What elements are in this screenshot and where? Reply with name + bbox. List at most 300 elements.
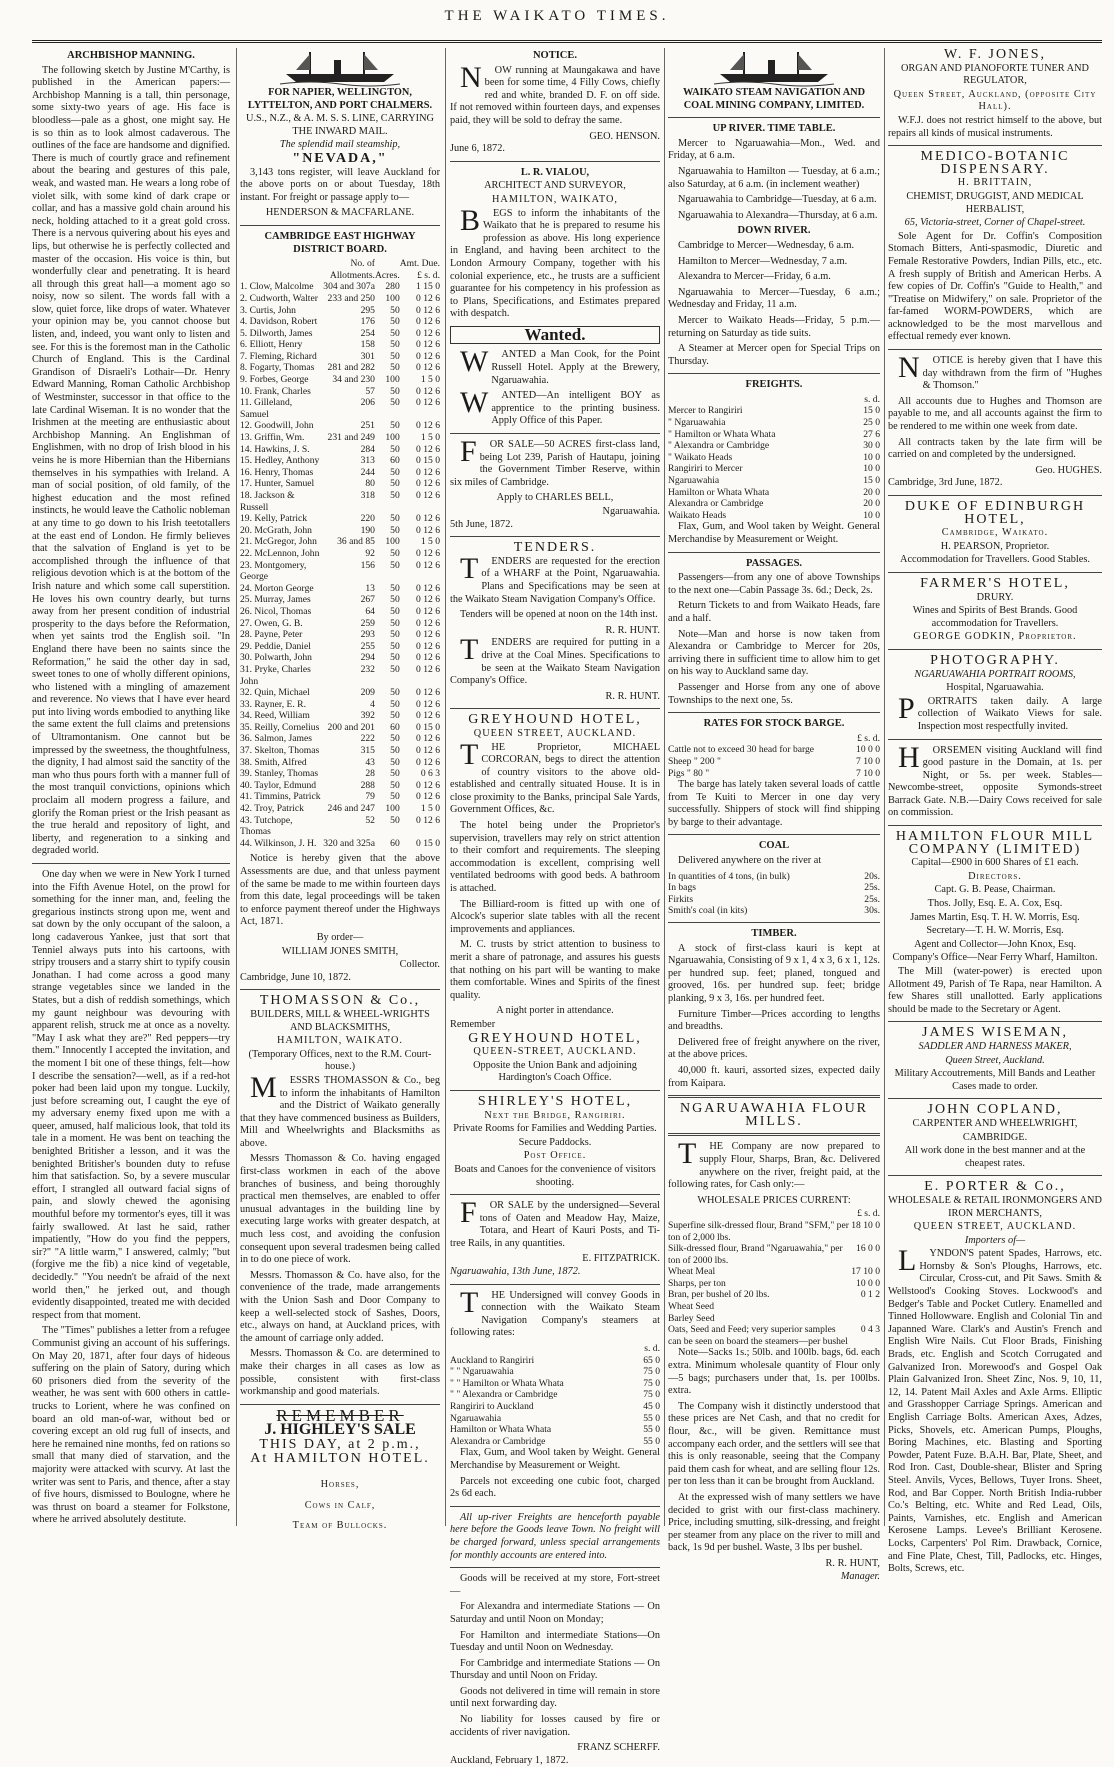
- table-row-cell: 206: [360, 397, 375, 409]
- column-5: [888, 47, 1102, 1575]
- freight-row: [668, 429, 880, 441]
- article-paragraph: The following sketch by Justine M'Carthy, is published in the American papers:—Archbishop Manning is a tall, thin personage, some sixty-two years of age. His face is bloodless—pale as a ghost, one might say. He is so thin as to look almost cadaverous. The outlines of the face are handsome and dignified. There is much of courtly grace and refinement about the bearing and gestures of this pale, weak, and wasted man. He wears a long robe of violet silk, with some kind of dark crape or collar, and has a massive gold chain around his neck, holding attached to it a great gold cross. There is a nervous quivering about his eyes and lips, but otherwise he is perfectly collected and master of the occasion. His voice is thin, but wonderfully clear and penetrating. It is heard all through this great hall—a moment ago so noisy, now so silent. The words fall with a slow, quiet force, like drops of water. Whatever your opinion may be, you cannot choose but listen, and, indeed, you want only to listen and see. For this is the foremost man in the Catholic Church of England. This is the Cardinal Grandison of Disraeli's Lothair—Dr. Henry Edward Manning, Roman Catholic Archbishop of Westminster, successor in that office to the late Cardinal Wiseman. It is no wonder that the Irishmen at the meeting are enthusiastic about Archbishop Manning. An Englishman of Englishmen, with no drop of Irish blood in his veins he is more Hibernian than the Hibernians themselves in his sympathies with Ireland. A man of social position, of old family, of the highest education and the most refined instincts, he would leave the Catholic nobleman at any time to go down to his Irish teetotallers at the east end of London. He firmly believes that the salvation of England is yet to be accomplished through the influence of that religious devotion which is at the bottom of the Irish nature and which some call superstition. He loves his own country dearly, but turns away from her present condition of industrial prosperity to the days before the Reformation, when yet saints trod the English soil. "In England there have been no saints since the Reformation," he said the other day in sad, sweet tones to one of wholly different opinions, who listened with a mingling of amazement and reverence. No views that I have ever heard put into living words embodied to anything like the same extent the full claims and pretensions of Ultramontanism. One cannot but be impressed by the sweetness, the thoughtfulness, the dignity, I had almost said the sanctity of the man who thus pours forth with a manner full of the most tranquil convictions, opinions which proclaim all modern progress a failure, and glorify the Roman priest or the Irish peasant as the true herald and repository of light, and liberty, and regeneration to a sinking and degraded world.: [32, 64, 230, 857]
- table-row-cell: 28. Payne, Peter: [240, 629, 303, 641]
- shirley-line: Post Office.: [523, 1150, 587, 1162]
- table-row-cell: 0 12 6: [416, 513, 440, 525]
- table-row: [240, 351, 440, 363]
- steamship-icon: [280, 48, 400, 86]
- freight-row-cell: " Alexandra or Cambridge: [668, 440, 770, 452]
- rate-row: [450, 1378, 660, 1390]
- table-row-cell: 50: [390, 547, 400, 559]
- rate-row-cell: Alexandra or Cambridge: [450, 1435, 546, 1447]
- table-row: [240, 386, 440, 398]
- goods-parcels: Parcels not exceeding one cubic foot, charged 2s 6d each.: [450, 1475, 660, 1500]
- divider: [888, 739, 1102, 740]
- rate-row-cell: " " Hamilton or Whata Whata: [450, 1377, 564, 1389]
- board-by-order: By order—: [316, 931, 364, 943]
- table-row-cell: 50: [390, 362, 400, 374]
- flour-row-cell: Barley Seed: [668, 1312, 715, 1324]
- table-row-cell: 79: [365, 791, 375, 803]
- column-4: [668, 48, 880, 1582]
- table-row-cell: 0 12 6: [416, 710, 440, 722]
- table-row: [240, 629, 440, 641]
- table-row: [240, 791, 440, 803]
- rate-row-cell: Hamilton or Whata Whata: [450, 1424, 552, 1436]
- table-row-cell: 32. Quin, Michael: [240, 687, 310, 699]
- flour-note: Note—Sacks 1s.; 50lb. and 100lb. bags, 6d. each extra. Minimum wholesale quantity of Flour only—5 bags; purchasers under that, 1s. per 100lbs. extra.: [668, 1347, 880, 1397]
- table-row: [240, 548, 440, 560]
- table-row-cell: 33. Rayner, E. R.: [240, 698, 306, 710]
- coal-row-cell: In quantities of 4 tons, (in bulk): [668, 870, 790, 882]
- table-row: [240, 687, 440, 699]
- flour-row-cell: 17 10 0: [851, 1266, 880, 1278]
- table-row-cell: 50: [390, 478, 400, 490]
- table-row-cell: 0 12 6: [416, 605, 440, 617]
- table-row-cell: 19. Kelly, Patrick: [240, 513, 308, 525]
- divider: [450, 1284, 660, 1285]
- mill-office: Company's Office—Near Ferry Wharf, Hamilton.: [892, 952, 1098, 964]
- table-row-cell: 50: [390, 814, 400, 826]
- thomasson-p2: Messrs Thomasson & Co. having engaged first-class workmen in each of the above branches of business, and being thoroughly practical men themselves, are enabled to offer unusual advantages in the building line by executing large works with greater despatch, at much less cost, and avoiding the confusion consequent upon several tradesmen being called in to do one piece of work.: [240, 1153, 440, 1266]
- table-row-cell: 0 12 6: [416, 814, 440, 826]
- freight-row-cell: 10 0: [863, 509, 880, 521]
- coal-row: [668, 871, 880, 883]
- freight-row-cell: 15 0: [863, 405, 880, 417]
- stock-row: [668, 744, 880, 756]
- mill-company-title: HAMILTON FLOUR MILL COMPANY (LIMITED): [895, 829, 1095, 857]
- farmers-place: DRURY.: [976, 591, 1014, 603]
- thomasson-temp: (Temporary Offices, next to the R.M. Court-house.): [248, 1048, 432, 1073]
- medico-role: CHEMIST, DRUGGIST, AND MEDICAL HERBALIST,: [906, 190, 1084, 215]
- greyhound-street: QUEEN STREET, AUCKLAND.: [473, 727, 637, 739]
- freight-row-cell: Rangiriri to Mercer: [668, 463, 743, 475]
- freight-row: [668, 475, 880, 487]
- table-row-cell: 34 and 230: [332, 374, 375, 386]
- freight-row-cell: 30 0: [863, 440, 880, 452]
- down-river-heading: DOWN RIVER.: [737, 225, 811, 237]
- table-header: [668, 394, 880, 406]
- table-row-cell: 0 12 6: [416, 304, 440, 316]
- table-row-cell: 15. Hedley, Anthony: [240, 455, 320, 467]
- table-row: [240, 733, 440, 745]
- table-row-cell: 294: [360, 652, 375, 664]
- table-row-cell: 156: [360, 559, 375, 571]
- table-row-cell: 0 12 6: [416, 350, 440, 362]
- rate-row-cell: 75 0: [643, 1377, 660, 1389]
- mill-secretary: Secretary—T. H. W. Morris, Esq.: [926, 925, 1064, 937]
- passage-entry: Note—Man and horse is now taken from Alexandra or Cambridge to Mercer for 20s, arriving there in sufficient time to allow him to get on his way to Auckland same day.: [668, 628, 880, 678]
- divider: [240, 225, 440, 226]
- sale-item: Team of Bullocks.: [292, 1520, 388, 1532]
- divider: [450, 1567, 660, 1568]
- ship-name: "NEVADA,": [292, 150, 388, 166]
- table-row: [240, 490, 440, 513]
- goods-schedule: For Cambridge and intermediate Stations — On Thursday and until Noon on Friday.: [450, 1657, 660, 1682]
- notice-signatory: GEO. HENSON.: [589, 130, 660, 142]
- table-row-cell: 50: [390, 513, 400, 525]
- table-row: [240, 768, 440, 780]
- freight-row-cell: Ngaruawahia: [668, 475, 720, 487]
- table-row-cell: 80: [365, 478, 375, 490]
- duke-proprietor: H. PEARSON, Proprietor.: [940, 540, 1050, 552]
- table-header: [240, 258, 440, 270]
- goods-signatory: FRANZ SCHERFF.: [577, 1742, 660, 1754]
- freight-row-cell: " Waikato Heads: [668, 451, 733, 463]
- flour-row: [668, 1289, 880, 1301]
- freight-row: [668, 510, 880, 522]
- divider: [888, 1021, 1102, 1022]
- freights-table: [668, 394, 880, 522]
- table-row-cell: 8. Fogarty, Thomas: [240, 362, 315, 374]
- table-row-cell: 11. Gilleland, Samuel: [240, 397, 293, 420]
- board-signatory: WILLIAM JONES SMITH,: [281, 945, 399, 957]
- divider: [888, 145, 1102, 146]
- porter-name: E. PORTER & Co.,: [924, 1179, 1066, 1195]
- hughes-notice: All accounts due to Hughes and Thomson are payable to me, and all accounts against the firm to be rendered to me within one week from date.: [888, 395, 1102, 433]
- table-row-cell: 43. Tutchope, Thomas: [240, 814, 293, 838]
- table-row-cell: 233 and 250: [327, 292, 375, 304]
- masthead-rule: [32, 40, 1102, 43]
- divider: [888, 825, 1102, 826]
- table-row: [240, 328, 440, 340]
- rate-row-cell: 55 0: [643, 1412, 660, 1424]
- divider: [450, 1090, 660, 1091]
- table-row-cell: 50: [390, 629, 400, 641]
- table-row-cell: 50: [390, 559, 400, 571]
- rate-row: [450, 1436, 660, 1448]
- wanted-ad: WANTED—An intelligent BOY as apprentice to the printing business. Apply Office of this Paper.: [460, 386, 660, 427]
- divider: [450, 433, 660, 434]
- table-row: [240, 583, 440, 595]
- shirley-name: SHIRLEY'S HOTEL,: [477, 1093, 633, 1109]
- farmers-proprietor: GEORGE GODKIN, Proprietor.: [913, 631, 1077, 643]
- table-row-cell: 31. Pryke, Charles John: [240, 663, 311, 687]
- column-1: [32, 48, 230, 1528]
- article-paragraph: One day when we were in New York I turned into the Fifth Avenue Hotel, on the prowl for something for the inner man, and, feeling the gregarious instincts strong upon me, went and sat down by the only occupant of the saloon, a long cadaverous Yankee, just that sort that Tenniel always puts into his cartoons, with stripy trousers and a starry shirt to typify cousin Jonathan. I had come across a good many strange vegetables since we landed in the States, but a dish of reddish somethings, which my gaunt neighbour was devouring with apparent relish, struck me at once as a novelty. "May I ask what they are?" Red peppers—try them." Innocently I accepted the invitation, and the moment I bit one of these things, felt—how I describe the sensation?—well, as if a red-hot poker had been laid upon my tongue. Luckily, just before screaming out, I caught the eye of my adversary enemy fixed upon me with a queer, amused, half malicious look, that told its tale in a moment. He was bent on teaching the benighted Britisher a lesson, and it was the benighted Britisher's bounden duty to refuse him that satisfaction. So, by a severe muscular effort, I strangled all outward facial signs of pain, and slowly chewed the agonising mouthful before my tormentor's eyes, till it was fairly swallowed. At last he said, rather impatiently, "How do you find the peppers, sir?" "A little warm," I answered, calmly; "but (forgive me the fib) a nice kind of vegetable, decidedly." "You needn't be afraid of the next world then," he jerked out, and though evidently disappointed, treated me with decided respect from that moment.: [32, 869, 230, 1321]
- passage-entry: Passengers—from any one of above Townships to the next one—Cabin Passage 3s. 6d.; Deck, 2s.: [668, 572, 880, 596]
- wholesale-heading: WHOLESALE PRICES CURRENT:: [697, 1194, 851, 1206]
- porter-importers: Importers of—: [964, 1234, 1026, 1246]
- freight-row: [668, 440, 880, 452]
- flour-row: [668, 1313, 880, 1325]
- table-row-cell: 40. Taylor, Edmund: [240, 779, 317, 791]
- greyhound2-name: GREYHOUND HOTEL,: [468, 1030, 642, 1046]
- table-header: [240, 270, 440, 282]
- header-no: No. of: [350, 258, 375, 270]
- rate-row-cell: Auckland to Rangiriri: [450, 1354, 535, 1366]
- wiseman-place: Queen Street, Auckland.: [945, 1054, 1045, 1066]
- table-row-cell: 0 12 6: [416, 292, 440, 304]
- divider: [668, 373, 880, 374]
- flour-row-cell: [851, 1301, 880, 1313]
- table-row-cell: 6. Elliott, Henry: [240, 339, 303, 351]
- photography-title: PHOTOGRAPHY.: [930, 652, 1060, 668]
- timetable-entry: Ngaruawahia to Hamilton — Tuesday, at 6 a.m.; also Saturday, at 6 a.m. (in inclement weather): [668, 165, 880, 190]
- steamer-body: 3,143 tons register, will leave Auckland for the above ports on or about Tuesday, 18th instant. For freight or passage apply to—: [240, 166, 440, 203]
- freight-row-cell: Hamilton or Whata Whata: [668, 486, 770, 498]
- table-row-cell: 34. Reed, William: [240, 710, 310, 722]
- table-row-cell: 301: [360, 350, 375, 362]
- remember-banner: REMEMBER: [276, 1405, 404, 1425]
- table-row-cell: 50: [390, 304, 400, 316]
- passage-entry: Passenger and Horse from any one of above Townships to the next one, 5s.: [668, 681, 880, 706]
- wanted-heading: Wanted.: [450, 326, 660, 345]
- photography-sub: NGARUAWAHIA PORTRAIT ROOMS,: [914, 668, 1076, 680]
- column-rule: [664, 48, 665, 1526]
- freights-heading: FREIGHTS.: [745, 379, 803, 391]
- rate-row-cell: 75 0: [643, 1389, 660, 1401]
- timetable-entry: Mercer to Waikato Heads—Friday, 5 p.m.—returning on Saturday as tide suits.: [668, 314, 880, 339]
- goods-freights-note: All up-river Freights are henceforth payable here before the Goods leave Town. No freight will be charged forward, unless special arrangements for monthly accounts are entered into.: [450, 1511, 660, 1561]
- stock-row-cell: Pigs " 80 ": [668, 767, 710, 779]
- table-row-cell: 60: [390, 837, 400, 849]
- divider: [888, 572, 1102, 573]
- flour-row-cell: 16 0 0: [856, 1243, 880, 1255]
- table-row-cell: 0 12 6: [416, 478, 440, 490]
- table-row-cell: 1 5 0: [420, 803, 440, 815]
- table-row-cell: 0 12 6: [416, 443, 440, 455]
- divider: [668, 834, 880, 835]
- table-row-cell: 5. Dilworth, James: [240, 327, 313, 339]
- coal-row-cell: 25s.: [864, 893, 880, 905]
- divider: [240, 989, 440, 990]
- table-row-cell: 14. Hawkins, J. S.: [240, 443, 310, 455]
- table-row-cell: 50: [390, 756, 400, 768]
- freight-row-cell: 20 0: [863, 498, 880, 510]
- up-river-heading: UP RIVER. TIME TABLE.: [712, 123, 836, 135]
- coal-intro: Delivered anywhere on the river at: [678, 855, 822, 867]
- hughes-notice: All contracts taken by the late firm will be carried on and completed by the undersigned.: [888, 436, 1102, 461]
- table-row-cell: 1 5 0: [420, 536, 440, 548]
- divider: [668, 117, 880, 118]
- hughes-date: Cambridge, 3rd June, 1872.: [888, 477, 1003, 489]
- jones-address: Queen Street, Auckland, (opposite City Hall).: [893, 88, 1097, 113]
- table-row-cell: 39. Stanley, Thomas: [240, 768, 319, 780]
- table-row: [240, 374, 440, 386]
- assessment-table: [240, 258, 440, 849]
- stock-row: [668, 756, 880, 768]
- table-row-cell: 50: [390, 524, 400, 536]
- tenders-heading: TENDERS.: [513, 540, 597, 556]
- table-row-cell: 22. McLennon, John: [240, 547, 320, 559]
- table-row-cell: 23. Montgomery, George: [240, 559, 307, 583]
- thomasson-sub: BUILDERS, MILL & WHEEL-WRIGHTS AND BLACKSMITHS,: [250, 1008, 430, 1033]
- timetable-entry: Alexandra to Mercer—Friday, 6 a.m.: [678, 271, 831, 283]
- divider: [32, 863, 230, 864]
- table-row-cell: 37. Skelton, Thomas: [240, 745, 320, 757]
- table-row: [240, 525, 440, 537]
- thomasson-p4: Messrs. Thomasson & Co. are determined to make their charges in all cases as low as possible, consistent with first-class workmanship and good materials.: [240, 1348, 440, 1398]
- flour-row: [668, 1278, 880, 1290]
- freights-note: Flax, Gum, and Wool taken by Weight. General Merchandise by Measurement or Weight.: [668, 521, 880, 545]
- goods-intro: THE Undersigned will convey Goods in connection with the Waikato Steam Navigation Company's steamers at following rates:: [450, 1285, 660, 1339]
- table-row-cell: 251: [360, 420, 375, 432]
- divider: [668, 1133, 880, 1136]
- table-row-cell: 21. McGregor, John: [240, 536, 317, 548]
- table-row-cell: 0 12 6: [416, 420, 440, 432]
- timber-heading: TIMBER.: [751, 928, 797, 940]
- table-row: [240, 652, 440, 664]
- stock-note: The barge has lately taken several loads of cattle from Te Kuiti to Mercer in one day very successfully. Shippers of stock will find shipping by barge to their advantage.: [668, 779, 880, 828]
- farmers-body: Wines and Spirits of Best Brands. Good accommodation for Travellers.: [912, 605, 1078, 629]
- table-row-cell: 0 15 0: [416, 837, 440, 849]
- table-row-cell: 44. Wilkinson, J. H.: [240, 837, 317, 849]
- table-row-cell: 0 12 6: [416, 559, 440, 571]
- photography-body: PORTRAITS taken daily. A large collection of Waikato Views for sale. Inspection most respectfully invited.: [898, 691, 1102, 732]
- porter-body: LYNDON'S patent Spades, Harrows, etc. Hornsby & Son's Ploughs, Harrows, etc. Circular, Cross-cut, and Pit Saws. Smith & Wellstood's Cooking Stoves. Lockwood's and Bedger's Table and Pocket Cutlery. Enamelled and Tinned Hollowware. English and Colonial Tin and Japanned Ware. Clark's and Austin's French and English Wire Nails. Cut Floor Brads, Finishing Brads, etc. English and Scotch Corrugated and Galvanized Iron. Morewood's and Gospel Oak Plain Galvanized Iron. Sheet Zinc, Nos. 9, 10, 11, 12, 14. Patent Mail Axles and Axle Arms. Elliptic and Grasshopper Carriage Springs. American and English Carriage Bolts. American Axes, Adzes, Picks, Shovels, etc. American Pumps, Ploughs, Boring Machines, etc. Blasting and Sporting Powder, Patent Fuze. B.A.H. Bar, Plate, Sheet, and Rod Iron. Cast, Double-shear, Blister and Spring Steel. Anvils, Vyces, Bellows, Tuyer Irons. Sheet, Rod, and Bar Copper. North British India-rubber Co.'s Belting, etc. White and Red Lead, Oils, Paints, Varnishes, etc. English and American Kerosene Lamps. Levee's Brilliant Kerosene. Locks, Carpenters' Pol Rim. Drawback, Cornice, and Fine Plate, Chest, Till, Padlocks, etc. Hinges, Bolts, Screws, etc.: [888, 1244, 1102, 1575]
- hughes-notice: NOTICE is hereby given that I have this day withdrawn from the firm of "Hughes & Thomson.": [898, 351, 1102, 392]
- table-row-cell: 43: [365, 756, 375, 768]
- table-row-cell: 288: [360, 779, 375, 791]
- header-acres: Acres.: [374, 269, 400, 281]
- shirley-line: Boats and Canoes for the convenience of visitors shooting.: [454, 1163, 656, 1188]
- table-row: [240, 560, 440, 583]
- goods-received: Goods will be received at my store, Fort-street—: [450, 1573, 660, 1597]
- freights-unit: s. d.: [864, 393, 880, 405]
- coal-row-cell: In bags: [668, 882, 696, 894]
- flour-row: [668, 1266, 880, 1278]
- steamship-icon: [714, 48, 834, 86]
- divider: [888, 349, 1102, 350]
- farmers-hotel-name: FARMER'S HOTEL,: [920, 575, 1070, 591]
- goods-schedule: Goods not delivered in time will remain in store until next forwarding day.: [450, 1685, 660, 1710]
- table-row-cell: 50: [390, 594, 400, 606]
- table-row: [240, 745, 440, 757]
- porter-role: WHOLESALE & RETAIL IRONMONGERS AND IRON MERCHANTS,: [888, 1194, 1102, 1219]
- table-row-cell: 315: [360, 745, 375, 757]
- table-row: [240, 455, 440, 467]
- column-rule: [445, 48, 446, 1526]
- steamer-agent: HENDERSON & MACFARLANE.: [265, 207, 415, 219]
- table-row: [240, 803, 440, 815]
- flour-row: [668, 1220, 880, 1243]
- tender-signatory: R. R. HUNT.: [605, 690, 660, 702]
- table-row-cell: 50: [390, 791, 400, 803]
- table-row-cell: 293: [360, 629, 375, 641]
- rate-row: [450, 1389, 660, 1401]
- table-row-cell: 284: [360, 443, 375, 455]
- table-row-cell: 25. Murray, James: [240, 594, 311, 606]
- table-row-cell: 1 15 0: [416, 281, 440, 293]
- table-row-cell: 36. Salmon, James: [240, 733, 312, 745]
- divider: [450, 1194, 660, 1195]
- sale-item: Horses,: [320, 1479, 360, 1491]
- timber-entry: Furniture Timber—Prices according to lengths and breadths.: [668, 1008, 880, 1033]
- sale-title: J. HIGHLEY'S SALE: [264, 1421, 416, 1439]
- flour-row: [668, 1324, 880, 1347]
- freight-row: [668, 498, 880, 510]
- table-row-cell: 176: [360, 316, 375, 328]
- board-title: CAMBRIDGE EAST HIGHWAY DISTRICT BOARD.: [264, 230, 416, 255]
- rate-row-cell: 75 0: [643, 1366, 660, 1378]
- vialou-name: L. R. VIALOU,: [520, 166, 590, 178]
- table-row-cell: 295: [360, 304, 375, 316]
- rate-row-cell: 55 0: [643, 1435, 660, 1447]
- table-row-cell: 20. McGrath, John: [240, 524, 312, 536]
- coal-row-cell: Smith's coal (in kits): [668, 905, 748, 917]
- table-row: [240, 838, 440, 850]
- table-row-cell: 41. Timmins, Patrick: [240, 791, 321, 803]
- greyhound-body: THE Proprietor, MICHAEL CORCORAN, begs to direct the attention of country visitors to the above old-established and centrally situated House. It is in close proximity to the Banks, principal Sale Yards, Government Offices, &c.: [450, 737, 660, 816]
- article-heading: ARCHBISHOP MANNING.: [67, 50, 195, 61]
- flour-row-cell: [851, 1313, 880, 1325]
- stock-row-cell: 7 10 0: [856, 755, 880, 767]
- table-row-cell: 0 6 3: [420, 768, 440, 780]
- table-row-cell: 222: [360, 733, 375, 745]
- table-row-cell: 12. Goodwill, John: [240, 420, 314, 432]
- table-row-cell: 0 12 6: [416, 327, 440, 339]
- table-row-cell: 50: [390, 779, 400, 791]
- table-row-cell: 50: [390, 443, 400, 455]
- crushing-note: At the expressed wish of many settlers we have decided to grist with our first-class machinery. Price, including smutting, silk-dressing, and freight per steamer from any place on the river to mill and back, 1s 9d per bushel. Waste, 3 lbs per bushel.: [668, 1491, 880, 1554]
- table-row-cell: 64: [365, 605, 375, 617]
- table-row: [240, 293, 440, 305]
- freight-row: [668, 405, 880, 417]
- rate-row-cell: Ngaruawahia: [450, 1412, 502, 1424]
- table-row-cell: 24. Morton George: [240, 582, 314, 594]
- freight-row-cell: 27 6: [863, 428, 880, 440]
- thomasson-title: THOMASSON & Co.,: [259, 993, 421, 1009]
- table-row-cell: 17. Hunter, Samuel: [240, 478, 315, 490]
- table-row-cell: 26. Nicol, Thomas: [240, 605, 312, 617]
- duke-hotel-name: DUKE OF EDINBURGH HOTEL,: [904, 499, 1086, 527]
- rate-row-cell: 65 0: [643, 1354, 660, 1366]
- mill-agent: Agent and Collector—John Knox, Esq.: [914, 938, 1076, 950]
- table-row-cell: 0 12 6: [416, 466, 440, 478]
- rate-row-cell: " " Ngaruawahia: [450, 1366, 514, 1378]
- forsale-apply: Apply to CHARLES BELL,: [496, 492, 614, 504]
- shirley-sub: Next the Bridge, Rangiriri.: [484, 1109, 626, 1121]
- table-row: [240, 420, 440, 432]
- steamer-destinations: FOR NAPIER, WELLINGTON, LYTTELTON, AND PORT CHALMERS.: [247, 87, 433, 111]
- table-row-cell: 60: [390, 721, 400, 733]
- forsale-date: 5th June, 1872.: [450, 518, 513, 530]
- table-row-cell: 92: [365, 547, 375, 559]
- flour-row-cell: Wheat Meal: [668, 1266, 716, 1278]
- table-row-cell: 0 12 6: [416, 339, 440, 351]
- greyhound-body: The Billiard-room is fitted up with one of Alcock's superior slate tables with all the recent improvements and appliances.: [450, 898, 660, 935]
- table-row: [240, 536, 440, 548]
- table-row-cell: 50: [390, 420, 400, 432]
- flour-row-cell: Bran, per bushel of 20 lbs.: [668, 1289, 770, 1301]
- table-row-cell: 100: [385, 292, 400, 304]
- table-row-cell: 50: [390, 350, 400, 362]
- mill-director: Thos. Jolly, Esq. E. A. Cox, Esq.: [927, 898, 1063, 910]
- column-3: [450, 48, 660, 1766]
- coal-table: [668, 871, 880, 917]
- table-row: [240, 710, 440, 722]
- table-row-cell: 50: [390, 605, 400, 617]
- sale-item: Cows in Calf,: [304, 1499, 376, 1511]
- table-row-cell: 50: [390, 652, 400, 664]
- table-row-cell: 0 12 6: [416, 385, 440, 397]
- flour-row-cell: Superfine silk-dressed flour, Brand "SFM," per ton of 2,000 lbs.: [668, 1219, 849, 1243]
- copland-body: All work done in the best manner and at the cheapest rates.: [904, 1145, 1086, 1169]
- table-row-cell: 50: [390, 617, 400, 629]
- table-row-cell: 27. Owen, G. B.: [240, 617, 303, 629]
- steamer-intro: The splendid mail steamship,: [279, 139, 401, 151]
- divider: [888, 649, 1102, 650]
- header-due: Amt. Due.: [399, 258, 440, 270]
- table-row-cell: 7. Fleming, Richard: [240, 350, 317, 362]
- table-row-cell: 190: [360, 524, 375, 536]
- table-row: [240, 478, 440, 490]
- rate-row: [450, 1424, 660, 1436]
- table-row-cell: 0 15 0: [416, 721, 440, 733]
- mill-director: James Martin, Esq. T. H. W. Morris, Esq.: [910, 911, 1080, 923]
- porter-place: QUEEN STREET, AUCKLAND.: [913, 1221, 1077, 1233]
- table-row-cell: 244: [360, 466, 375, 478]
